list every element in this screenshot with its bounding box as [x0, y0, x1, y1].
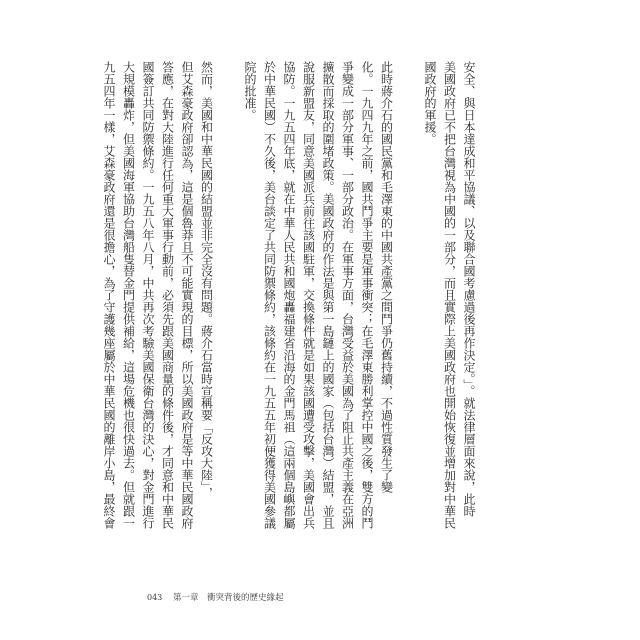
- chapter-title: 衝突背後的歷史緣起: [207, 593, 284, 603]
- text-column: 大規模轟炸，但美國海軍協助台灣船隻替金門提供補給，這場危機也很快過去。但就跟一: [121, 61, 136, 529]
- text-column: 答應，在對大陸進行任何重大軍事行動前，必須先跟美國商量的條件後，才同意和中華民: [160, 61, 175, 529]
- page-footer: [147, 592, 284, 604]
- chapter-label: 第一章: [173, 593, 199, 603]
- text-column: 院的批准。: [243, 61, 257, 121]
- text-column: 擴散而採取的圍堵政策。美國政府的作法是與第一島鏈上的國家（包括台灣）結盟，並且: [321, 61, 335, 529]
- text-column: 說服新盟友，同意美國派兵前往該國駐軍，交換條件就是如果該國遭受攻擊，美國會出兵: [301, 61, 316, 529]
- paragraph-start-column: 此時蔣介石的國民黨和毛澤東的中國共產黨之間鬥爭仍舊持續，不過性質發生了變: [379, 61, 394, 493]
- text-column: 於中華民國）不久後，美台談定了共同防禦條約，該條約在一九五五年初便獲得美國參議: [262, 61, 277, 529]
- text-column: 但艾森豪政府卻認為，這是個魯莽且不可能實現的目標，所以美國政府是等中華民國政府: [180, 61, 194, 529]
- paragraph-start-column: 然而，美國和中華民國的結盟並非完全沒有問題。蔣介石當時宣稱要「反攻大陸」，: [199, 61, 214, 499]
- body-text: [102, 61, 478, 541]
- text-column: 協防。一九五四年底，就在中華人民共和國炮轟福建省沿海的金門馬祖（這兩個島嶼都屬: [282, 61, 296, 529]
- text-column: 九五四年一樣，艾森豪政府還是很擔心，為了守護幾座屬於中華民國的離岸小島，最終會: [102, 61, 116, 529]
- text-column: 安全、與日本達成和平協議、以及聯合國考慮過後再作決定。」。就法律層面來說，此時: [462, 61, 476, 517]
- text-column: 化。一九四九年之前，國共鬥爭主要是軍事衝突；在毛澤東勝利掌控中國之後，雙方的鬥: [360, 61, 374, 529]
- text-column: 國政府的軍援。: [423, 61, 437, 145]
- text-column: 美國政府已不把台灣視為中國的一部分，而且實際上美國政府也開始恢復並增加對中華民: [442, 61, 457, 529]
- text-column: 爭變成一部分軍事、一部分政治。在軍事方面，台灣受益於美國為了阻止共產主義在亞洲: [340, 61, 355, 529]
- page-number: 043: [147, 593, 163, 602]
- text-column: 國簽訂共同防禦條約。一九五八年八月，中共再次考驗美國保衛台灣的決心，對金門進行: [141, 61, 155, 529]
